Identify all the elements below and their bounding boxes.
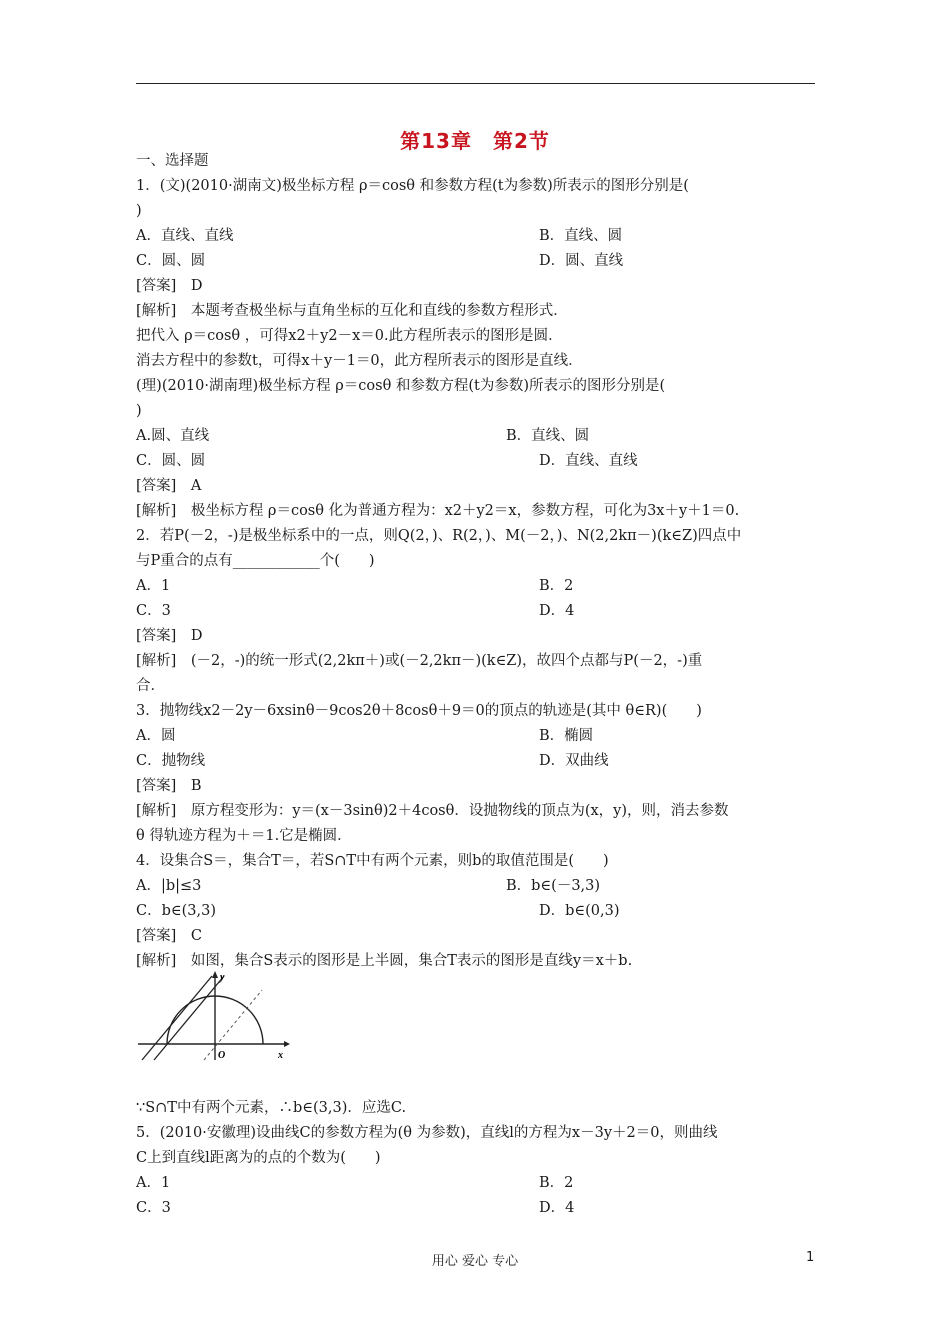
answer-line: [答案] C [136,928,202,944]
answer-line: [答案] A [136,478,202,494]
x-axis-label: x [278,1050,283,1061]
option-a: A．直线、直线 [136,228,234,244]
option-b: B．2 [539,578,574,594]
option-row [136,251,624,271]
option-c: C．圆、圆 [136,453,206,469]
option-d: D．4 [539,1200,575,1216]
y-axis-arrow [212,971,218,978]
semicircle-line-figure [134,968,292,1062]
option-row [136,876,601,896]
option-d: D．4 [539,603,575,619]
secant-line [154,976,224,1060]
conclusion-line: ∵S∩T中有两个元素，∴b∈(3,3)．应选C. [136,1100,407,1116]
question-2-text-cont: 与P重合的点有____________个( ) [136,553,375,569]
option-d: D．双曲线 [539,753,609,769]
option-row [136,576,574,596]
option-c: C．b∈(3,3) [136,903,216,919]
option-row [136,601,575,621]
question-5-text-cont: C上到直线l距离为的点的个数为( ) [136,1150,381,1166]
question-5-text: 5．(2010·安徽理)设曲线C的参数方程为(θ 为参数)，直线l的方程为x－3y＋2＝0，则曲线 [136,1125,718,1141]
option-b: B．直线、圆 [506,428,590,444]
option-row [136,901,620,921]
option-b: B．2 [539,1175,574,1191]
question-1b-text: (理)(2010·湖南理)极坐标方程 ρ＝cosθ 和参数方程(t为参数)所表示的图形分别是( [136,378,666,394]
analysis-line: [解析] (－2，-)的统一形式(2,2kπ＋)或(－2,2kπ－)(k∈Z)，故四个点都与P(－2，-)重 [136,653,703,669]
page-footer: 用心 爱心 专心 [431,1254,519,1269]
analysis-line: [解析] 本题考查极坐标与直角坐标的互化和直线的参数方程形式． [136,303,568,319]
dashed-line [204,990,262,1060]
question-2-text: 2．若P(－2，-)是极坐标系中的一点，则Q(2，)、R(2，)、M(－2，)、N(2,2kπ－)(k∈Z)四点中 [136,528,742,544]
question-4-text: 4．设集合S＝，集合T＝，若S∩T中有两个元素，则b的取值范围是( ) [136,853,609,869]
option-d: D．b∈(0,3) [539,903,620,919]
analysis-line: θ 得轨迹方程为＋＝1.它是椭圆． [136,828,352,844]
origin-label: O [218,1050,226,1061]
option-row [136,426,590,446]
option-c: C．抛物线 [136,753,206,769]
option-row [136,751,609,771]
option-b: B．b∈(－3,3) [506,878,601,894]
section-heading: 一、选择题 [136,153,209,169]
option-c: C．3 [136,603,171,619]
y-axis-label: y [220,972,225,983]
option-row [136,451,638,471]
option-row [136,726,594,746]
page-number: 1 [806,1250,815,1265]
option-row [136,226,623,246]
analysis-line: [解析] 如图，集合S表示的图形是上半圆，集合T表示的图形是直线y＝x＋b. [136,953,633,969]
option-d: D．直线、直线 [539,453,638,469]
option-b: B．椭圆 [539,728,594,744]
question-1b-text-cont: ) [136,403,142,419]
answer-line: [答案] B [136,778,202,794]
question-1-text-cont: ) [136,203,142,219]
question-1-text: 1．(文)(2010·湖南文)极坐标方程 ρ＝cosθ 和参数方程(t为参数)所表示的图形分别是( [136,178,689,194]
tangent-line [142,976,212,1060]
option-a: A.圆、直线 [136,428,210,444]
option-a: A．圆 [136,728,176,744]
analysis-line: 把代入 ρ＝cosθ ，可得x2＋y2－x＝0.此方程所表示的图形是圆． [136,328,563,344]
option-b: B．直线、圆 [539,228,623,244]
option-a: A．1 [136,578,171,594]
analysis-line: [解析] 原方程变形为：y＝(x－3sinθ)2＋4cosθ．设抛物线的顶点为(x，y)，则，消去参数 [136,803,729,819]
option-a: A．|b|≤3 [136,878,202,894]
option-a: A．1 [136,1175,171,1191]
option-row [136,1198,575,1218]
page-title: 第13章 第2节 [400,129,550,153]
answer-line: [答案] D [136,278,203,294]
analysis-line: [解析] 极坐标方程 ρ＝cosθ 化为普通方程为：x2＋y2＝x，参数方程，可化为3x＋y＋1＝0. [136,503,740,519]
analysis-line: 合． [136,678,165,694]
question-3-text: 3．抛物线x2－2y－6xsinθ－9cos2θ＋8cosθ＋9＝0的顶点的轨迹是(其中 θ∈R)( ) [136,703,702,719]
x-axis-arrow [284,1041,290,1047]
header-rule [136,83,815,84]
analysis-line: 消去方程中的参数t，可得x＋y－1＝0，此方程所表示的图形是直线． [136,353,583,369]
option-c: C．3 [136,1200,171,1216]
option-row [136,1173,574,1193]
answer-line: [答案] D [136,628,203,644]
option-c: C．圆、圆 [136,253,206,269]
option-d: D．圆、直线 [539,253,624,269]
